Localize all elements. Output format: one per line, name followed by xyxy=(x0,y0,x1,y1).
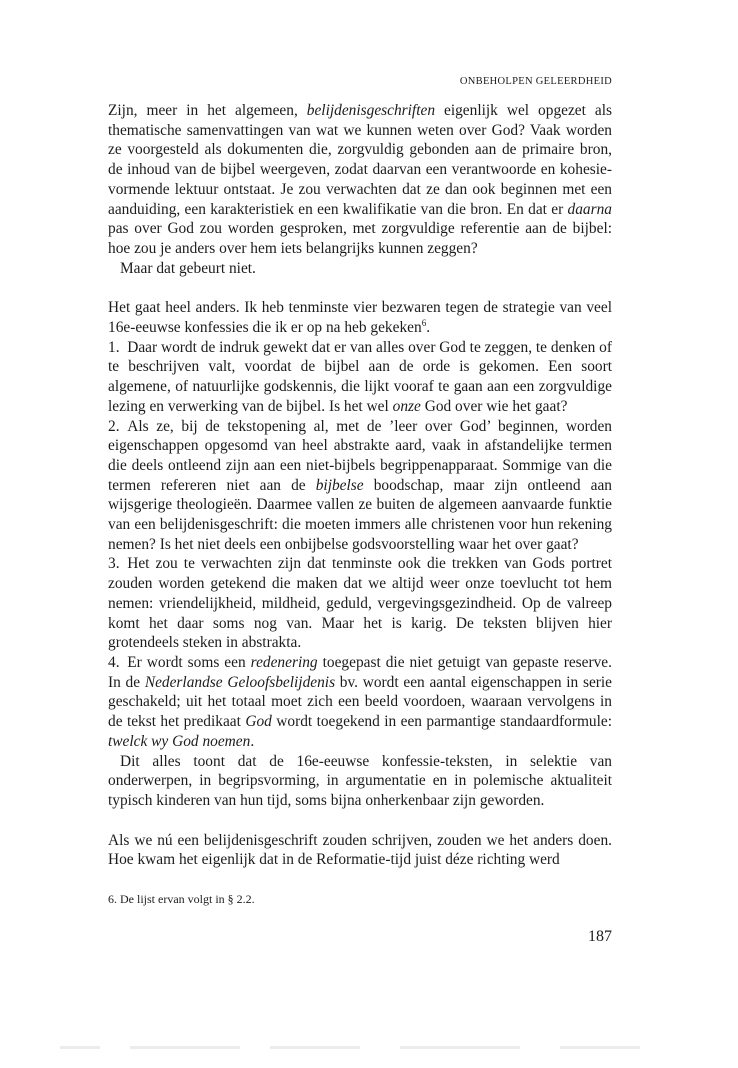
text-segment: 4. Er wordt soms een xyxy=(108,653,251,671)
scan-artifact xyxy=(270,1046,360,1049)
scan-artifact xyxy=(400,1046,520,1049)
text-segment: 3. Het zou te verwachten zijn dat tenminste ook die trekken van Gods portret zouden worden getekend die maken dat we altijd weer onze toevlucht tot hem nemen: vriendelijkheid, mildheid, geduld, vergevingsgezindheid. Op de valreep komt het daar soms nog van. Maar het is karig. De teksten blijven hier grotendeels steken in abstrakta. xyxy=(108,555,612,652)
text-segment: God over wie het gaat? xyxy=(420,397,568,415)
text-segment: Zijn, meer in het algemeen, xyxy=(108,102,307,119)
text-segment: wordt toegekend in een parmantige standaardformule: xyxy=(271,713,613,731)
text-segment: pas over God zou worden gesproken, met zorgvuldige referentie aan de bijbel: hoe zou je anders over hem iets belangrijks kunnen zeggen? xyxy=(108,220,612,257)
text-segment: . xyxy=(250,732,255,750)
italic-text: God xyxy=(245,713,272,731)
text-segment: Het gaat heel anders. Ik heb tenminste vier bezwaren tegen de strategie van veel 16e-eeuwse konfessies die ik er op na heb gekeken xyxy=(108,299,612,337)
italic-text: twelck wy God noemen xyxy=(108,732,251,750)
text-segment: Als we nú een belijdenisgeschrift zouden schrijven, zouden we het anders doen. Hoe kwam het eigenlijk dat in de Reformatie-tijd juist déze richting werd xyxy=(108,831,612,869)
scan-artifact xyxy=(560,1046,640,1049)
paragraph xyxy=(108,831,612,870)
italic-text: belijdenisgeschriften xyxy=(306,102,436,119)
paragraph xyxy=(108,259,612,279)
text-segment: . xyxy=(426,319,431,337)
text-segment: eigenlijk wel opgezet als thematische samenvattingen van wat we kunnen weten over God? Vaak worden ze voorgesteld als dokumenten die, zorgvuldig gebonden aan de primaire bron, de inhoud van de bijbel weergeven, zodat daarvan een verantwoorde en kohesie-vormende lektuur ontstaat. Je zou verwachten dat ze dan ook beginnen met een aanduiding, een karakteristiek en een kwalifikatie van die bron. En dat er xyxy=(108,102,612,218)
paragraph xyxy=(108,101,612,259)
text-segment: Maar dat gebeurt niet. xyxy=(120,259,256,277)
text-segment: 1. Daar wordt de indruk gewekt dat er van alles over God te zeggen, te denken of te beschrijven valt, voordat de bijbel aan de orde is gekomen. Een soort algemene, of natuurlijke godskennis, die lijkt vooraf te gaan aan een zorgvuldige lezing en verwerking van de bijbel. Is het wel xyxy=(108,338,612,415)
paragraph xyxy=(108,338,612,417)
italic-text: redenering xyxy=(250,653,318,671)
running-head: ONBEHOLPEN GELEERDHEID xyxy=(459,76,612,87)
italic-text: bijbelse xyxy=(315,476,364,494)
paragraph xyxy=(108,752,612,811)
text-segment: toegepast die niet getuigt van gepaste reserve. In de xyxy=(108,653,612,691)
paragraph xyxy=(108,417,612,555)
paragraph xyxy=(108,554,612,653)
italic-text: Nederlandse Geloofsbelijdenis xyxy=(144,673,336,691)
scan-artifact xyxy=(130,1046,240,1049)
italic-text: daarna xyxy=(567,200,612,218)
body-text xyxy=(108,101,612,870)
scan-artifact xyxy=(60,1046,100,1049)
paragraph xyxy=(108,298,612,337)
footnote-marker: 6 xyxy=(421,317,427,328)
text-segment: Dit alles toont dat de 16e-eeuwse konfessie-teksten, in selektie van onderwerpen, in begripsvorming, in argumentatie en in polemische aktualiteit typisch kinderen van hun tijd, soms bijna onherkenbaar zijn geworden. xyxy=(108,752,612,809)
italic-text: onze xyxy=(392,397,421,415)
page-number: 187 xyxy=(588,928,612,945)
text-segment: boodschap, maar zijn ontleend aan wijsgerige theologieën. Daarmee vallen ze buiten de algemeen aanvaarde funktie van een belijdenisgeschrift: die moeten immers alle christenen voor hun rekening nemen? Is het niet deels een onbijbelse godsvoorstelling waar het over gaat? xyxy=(108,476,612,553)
text-segment: 2. Als ze, bij de tekstopening al, met de ’leer over God’ beginnen, worden eigenschappen opgesomd van heel abstrakte aard, vaak in afstandelijke termen die deels ontleend zijn aan een niet-bijbels begrippenapparaat. Sommige van die termen refereren niet aan de xyxy=(108,417,612,494)
text-segment: bv. wordt een aantal eigenschappen in serie geschakeld; uit het totaal moet zich een beeld voordoen, waaraan vervolgens in de tekst het predikaat xyxy=(108,673,613,731)
paragraph xyxy=(108,653,612,752)
footnote: 6. De lijst ervan volgt in § 2.2. xyxy=(108,892,255,906)
